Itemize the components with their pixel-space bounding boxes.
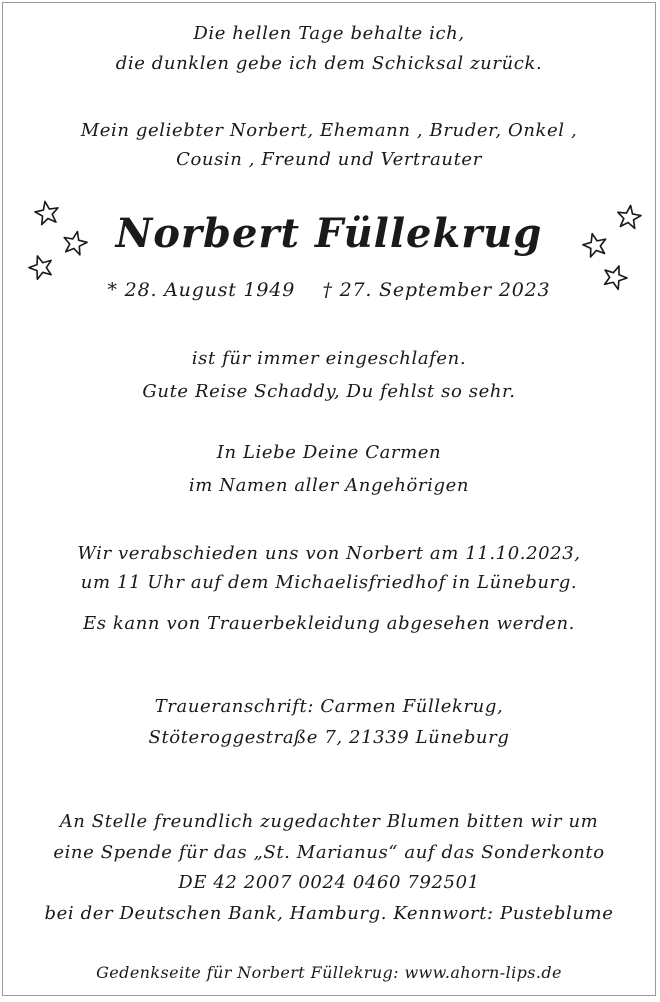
relations-line-2: Cousin , Freund und Vertrauter — [176, 149, 482, 170]
message-line-1: ist für immer eingeschlafen. — [191, 348, 467, 369]
donation-line-2: eine Spende für das „St. Marianus“ auf das Sonderkonto — [53, 842, 605, 863]
quote-line-2: die dunklen gebe ich dem Schicksal zurück. — [115, 53, 543, 74]
address-line-1: Traueranschrift: Carmen Füllekrug, — [154, 696, 504, 717]
signature-line-2: im Namen aller Angehörigen — [188, 475, 470, 496]
quote-line-1: Die hellen Tage behalte ich, — [193, 23, 465, 44]
donation-line-4: bei der Deutschen Bank, Hamburg. Kennwort: Pusteblume — [44, 903, 614, 924]
memorial-page-footer: Gedenkseite für Norbert Füllekrug: www.ahorn-lips.de — [96, 963, 562, 982]
signature-line-1: In Liebe Deine Carmen — [216, 442, 442, 463]
farewell-line-3: Es kann von Trauerbekleidung abgesehen werden. — [83, 613, 575, 634]
donation-line-1: An Stelle freundlich zugedachter Blumen bitten wir um — [59, 811, 599, 832]
life-dates — [3, 279, 655, 301]
death-date: † 27. September 2023 — [322, 279, 551, 301]
birth-date: * 28. August 1949 — [107, 279, 296, 301]
message-line-2: Gute Reise Schaddy, Du fehlst so sehr. — [142, 381, 516, 402]
obituary-card — [2, 2, 656, 996]
relations-line-1: Mein geliebter Norbert, Ehemann , Bruder, Onkel , — [80, 120, 578, 141]
donation-line-3: DE 42 2007 0024 0460 792501 — [178, 872, 480, 893]
address-line-2: Stöteroggestraße 7, 21339 Lüneburg — [148, 727, 510, 748]
farewell-line-1: Wir verabschieden uns von Norbert am 11.10.2023, — [77, 543, 581, 564]
farewell-line-2: um 11 Uhr auf dem Michaelisfriedhof in Lüneburg. — [80, 572, 578, 593]
deceased-name: Norbert Füllekrug — [115, 210, 543, 257]
